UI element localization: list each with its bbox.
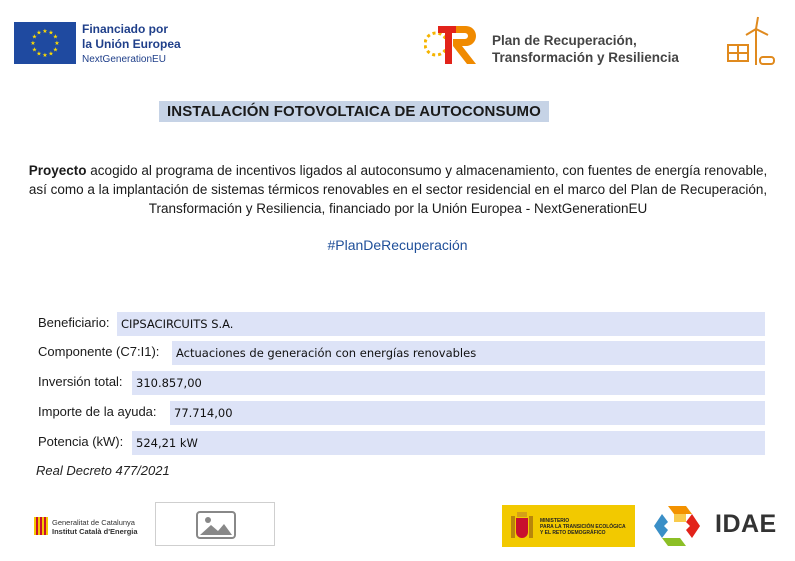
idae-logo-icon [646, 504, 708, 548]
project-body: acogido al programa de incentivos ligados al autoconsumo y almacenamiento, con fuentes de energía renovable, así como a la implantación de sistemas térmicos renovables en el sector residencial en el marco del Plan de Recuperación, Transformación y Resiliencia, financiado por la Unión Europea - NextGenerationEU [28, 163, 768, 216]
field-label: Componente (C7:I1): [38, 344, 160, 359]
svg-text:★: ★ [36, 50, 42, 58]
field-value: CIPSACIRCUITS S.A. [117, 312, 765, 336]
ministerio-line1: MINISTERIO [540, 518, 570, 524]
field-label: Beneficiario: [38, 315, 110, 330]
svg-text:★: ★ [48, 50, 54, 58]
gencat-logo [30, 512, 150, 542]
field-value: 77.714,00 [170, 401, 765, 425]
field-row-inversion [34, 369, 765, 395]
svg-text:★: ★ [36, 29, 42, 37]
field-row-beneficiario [34, 310, 765, 336]
ministerio-line3: Y EL RETO DEMOGRÁFICO [540, 530, 606, 536]
field-value: 524,21 kW [132, 431, 765, 455]
field-label: Importe de la ayuda: [38, 404, 157, 419]
project-description [28, 161, 768, 218]
idae-label: IDAE [715, 510, 777, 538]
svg-text:★: ★ [48, 29, 54, 37]
svg-text:★: ★ [54, 40, 60, 47]
ministerio-logo [502, 505, 635, 547]
catalan-flag-icon [34, 517, 48, 535]
svg-text:★: ★ [42, 52, 48, 59]
field-row-potencia [34, 429, 765, 455]
gencat-line1: Generalitat de Catalunya [52, 518, 135, 527]
svg-text:★: ★ [52, 33, 59, 41]
prtr-line1: Plan de Recuperación, [492, 33, 637, 48]
field-value: 310.857,00 [132, 371, 765, 395]
image-placeholder [155, 502, 275, 546]
svg-text:★: ★ [42, 28, 48, 35]
field-label: Inversión total: [38, 374, 123, 389]
wind-solar-icon [722, 15, 778, 71]
prtr-logo-icon [424, 20, 482, 68]
spain-coat-of-arms-icon [508, 510, 536, 542]
eu-line1: Financiado por [82, 22, 169, 36]
eu-funding-text [82, 22, 232, 67]
svg-text:★: ★ [30, 40, 36, 47]
field-label: Potencia (kW): [38, 434, 124, 449]
hashtag: #PlanDeRecuperación [327, 237, 468, 253]
field-row-componente [34, 339, 765, 365]
svg-text:★: ★ [31, 46, 38, 54]
eu-flag-icon [14, 22, 76, 64]
field-value: Actuaciones de generación con energías renovables [172, 341, 765, 365]
prtr-line2: Transformación y Resiliencia [492, 50, 679, 65]
svg-text:★: ★ [31, 33, 38, 41]
ministerio-line2: PARA LA TRANSICIÓN ECOLÓGICA [540, 524, 626, 530]
image-icon [196, 511, 236, 539]
gencat-line2: Institut Català d'Energia [52, 527, 138, 536]
eu-line3: NextGenerationEU [82, 54, 166, 65]
prtr-text [492, 32, 679, 66]
decree-reference: Real Decreto 477/2021 [36, 463, 170, 478]
field-row-importe [34, 399, 765, 425]
svg-text:★: ★ [52, 46, 59, 54]
project-lead: Proyecto [28, 163, 87, 178]
ministerio-text [540, 518, 630, 536]
eu-line2: la Unión Europea [82, 37, 181, 51]
page-title: INSTALACIÓN FOTOVOLTAICA DE AUTOCONSUMO [159, 101, 549, 122]
